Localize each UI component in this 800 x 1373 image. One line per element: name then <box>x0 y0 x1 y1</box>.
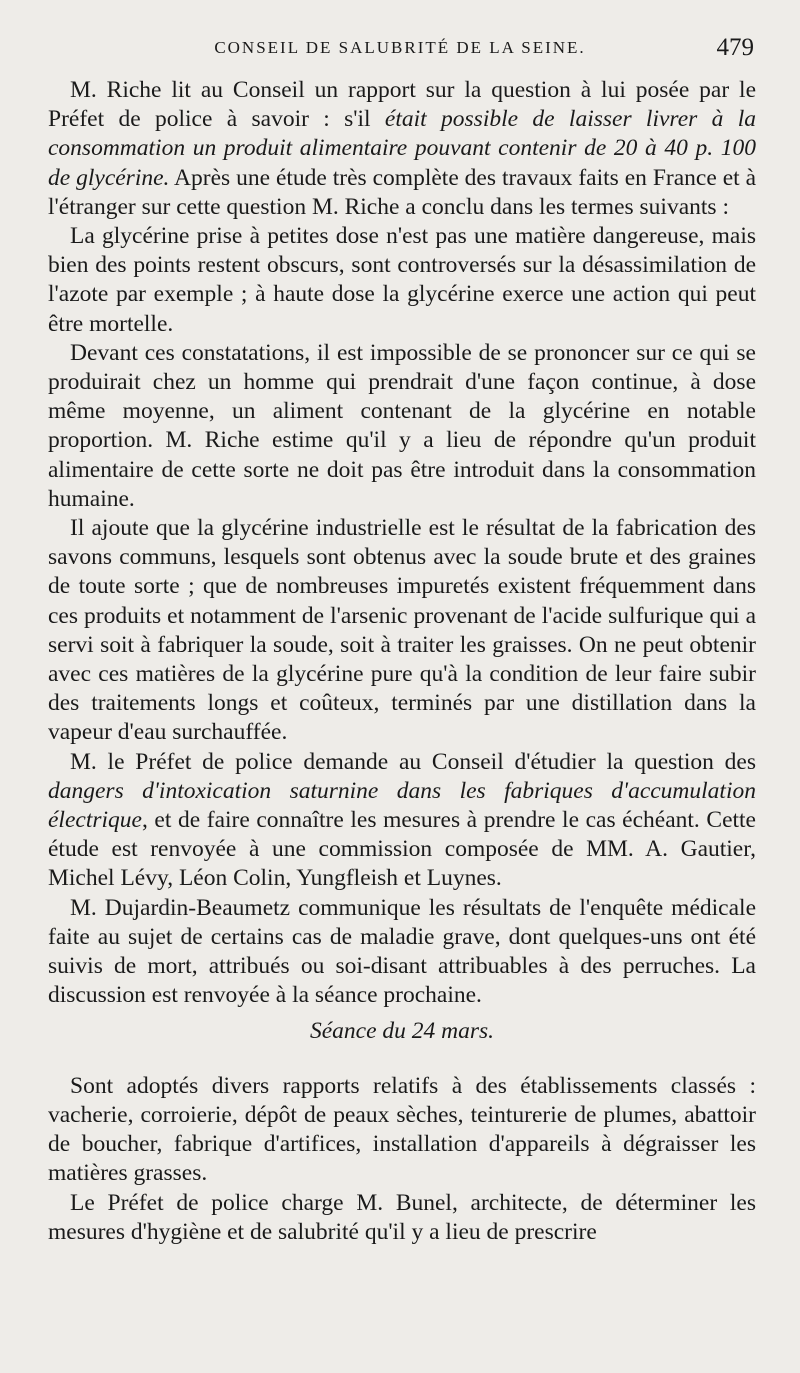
paragraph: M. le Préfet de police demande au Conseil d'étudier la question des dangers d'intoxication saturnine dans les fabriques d'accumulation électrique, et de faire connaître les mesures à prendre le cas échéant. Cette étude est renvoyée à une commission composée de MM. A. Gautier, Michel Lévy, Léon Colin, Yungfleish et Luynes. <box>48 748 756 892</box>
paragraph: Devant ces constatations, il est impossible de se prononcer sur ce qui se produirait chez un homme qui prendrait d'une façon continue, à dose même moyenne, un aliment contenant de la glycérine en notable proportion. M. Riche estime qu'il y a lieu de répondre qu'un produit alimentaire de cette sorte ne doit pas être introduit dans la consommation humaine. <box>48 339 756 512</box>
paragraph: M. Dujardin-Beaumetz communique les résultats de l'enquête médicale faite au sujet de certains cas de maladie grave, dont quelques-uns ont été suivis de mort, attribués ou soi-disant attribuables à des perruches. La discussion est renvoyée à la séance prochaine. <box>48 894 756 1009</box>
italic-phrase: dangers d'intoxication saturnine dans les fabriques d'accumulation électrique <box>48 777 756 834</box>
paragraph: M. Riche lit au Conseil un rapport sur la question à lui posée par le Préfet de police à savoir : s'il était possible de laisser livrer à la consommation un produit alimentaire pouvant contenir de 20 à 40 p. 100 de glycérine. Après une étude très complète des travaux faits en France et à l'étranger sur cette question M. Riche a conclu dans les termes suivants : <box>48 77 757 220</box>
paragraph: Le Préfet de police charge M. Bunel, architecte, de déterminer les mesures d'hygiène et de salubrité qu'il y a lieu de prescrire <box>48 1189 756 1245</box>
paragraph: Sont adoptés divers rapports relatifs à des établissements classés : vacherie, corroierie, dépôt de peaux sèches, teinturerie de plumes, abattoir de boucher, fabrique d'artifices, installation d'appareils à dégraisser les matières grasses. <box>48 1072 756 1187</box>
paragraph: La glycérine prise à petites dose n'est pas une matière dangereuse, mais bien des points restent obscurs, sont controversés sur la désassimilation de l'azote par exemple ; à haute dose la glycérine exerce une action qui peut être mortelle. <box>48 223 756 337</box>
italic-phrase: était possible de laisser livrer à la consommation un produit alimentaire pouvant contenir de 20 à 40 p. 100 de glycérine. <box>48 106 756 191</box>
body-text <box>48 76 756 1247</box>
paragraph: Il ajoute que la glycérine industrielle est le résultat de la fabrication des savons communs, lesquels sont obtenus avec la soude brute et des graines de toute sorte ; que de nombreuses impuretés existent fréquemment dans ces produits et notamment de l'arsenic provenant de l'acide sulfurique qui a servi soit à fabriquer la soude, soit à traiter les graisses. On ne peut obtenir avec ces matières de la glycérine pure qu'à la condition de leur faire subir des traitements longs et coûteux, terminés par une distillation dans la vapeur d'eau surchauffée. <box>48 515 756 746</box>
running-head: CONSEIL DE SALUBRITÉ DE LA SEINE. <box>214 38 586 57</box>
page-header <box>0 34 800 74</box>
page-number: 479 <box>716 34 754 61</box>
section-title: Séance du 24 mars. <box>309 1017 495 1044</box>
